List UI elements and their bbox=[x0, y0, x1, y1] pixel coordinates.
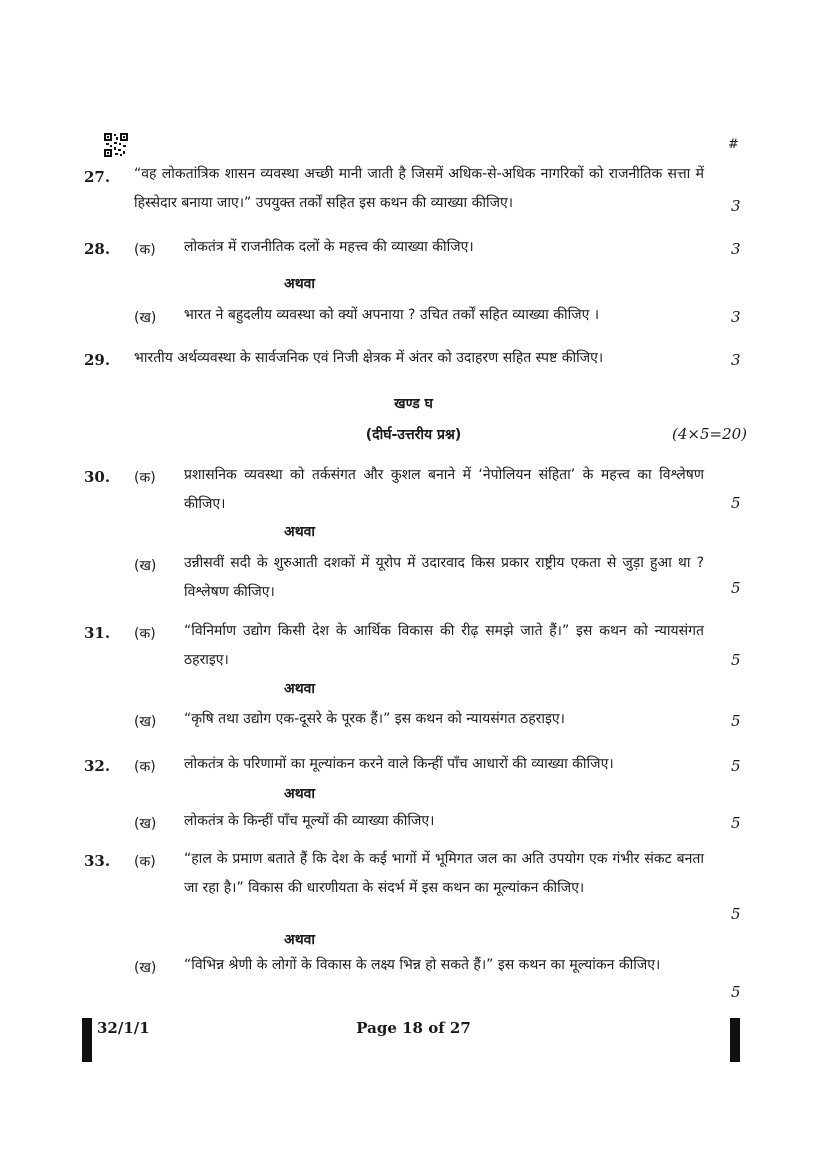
question-number-29: 29. bbox=[84, 351, 111, 369]
q32-option-b-marks: 5 bbox=[731, 814, 741, 832]
q30-or: अथवा bbox=[284, 524, 316, 540]
question-29-text: भारतीय अर्थव्यवस्था के सार्वजनिक एवं निजी क्षेत्रक में अंतर को उदाहरण सहित स्पष्ट कीजिए। bbox=[134, 350, 604, 366]
q28-option-b-text: भारत ने बहुदलीय व्यवस्था को क्यों अपनाया ? उचित तर्कों सहित व्याख्या कीजिए । bbox=[184, 307, 600, 323]
q31-or: अथवा bbox=[284, 681, 316, 697]
q32-option-b-text: लोकतंत्र के किन्हीं पाँच मूल्यों की व्याख्या कीजिए। bbox=[184, 813, 435, 829]
q32-option-a-label: (क) bbox=[134, 759, 156, 775]
qr-code-icon bbox=[104, 133, 128, 157]
q30-option-a-text: प्रशासनिक व्यवस्था को तर्कसंगत और कुशल बनाने में ‘नेपोलियन संहिता’ के महत्त्व का विश्लेषण कीजिए। bbox=[184, 467, 704, 512]
q30-option-b-marks: 5 bbox=[731, 579, 741, 597]
q33-option-b-text: “विभिन्न श्रेणी के लोगों के विकास के लक्ष्य भिन्न हो सकते हैं।” इस कथन का मूल्यांकन कीजिए। bbox=[184, 957, 661, 973]
q33-option-b-label: (ख) bbox=[134, 960, 157, 976]
q33-option-a-text: “हाल के प्रमाण बताते हैं कि देश के कई भागों में भूमिगत जल का अति उपयोग एक गंभीर संकट बनता जा रहा है।” विकास की धारणीयता के संदर्भ में इस कथन का मूल्यांकन कीजिए। bbox=[184, 851, 704, 896]
question-number-30: 30. bbox=[84, 468, 111, 486]
question-number-28: 28. bbox=[84, 240, 111, 258]
q28-option-a-label: (क) bbox=[134, 242, 156, 258]
q32-option-a-marks: 5 bbox=[731, 757, 741, 775]
question-27-marks: 3 bbox=[731, 197, 741, 215]
q32-option-a-text: लोकतंत्र के परिणामों का मूल्यांकन करने वाले किन्हीं पाँच आधारों की व्याख्या कीजिए। bbox=[184, 756, 614, 772]
q28-option-b-label: (ख) bbox=[134, 310, 157, 326]
section-subtitle: (दीर्घ-उत्तरीय प्रश्न) bbox=[365, 427, 462, 443]
q31-option-a-label: (क) bbox=[134, 626, 156, 642]
q30-option-b-text: उन्नीसवीं सदी के शुरुआती दशकों में यूरोप में उदारवाद किस प्रकार राष्ट्रीय एकता से जुड़ा हुआ था ? विश्लेषण कीजिए। bbox=[184, 555, 704, 600]
q28-option-a-marks: 3 bbox=[731, 240, 741, 258]
q31-option-a-text: “विनिर्माण उद्योग किसी देश के आर्थिक विकास की रीढ़ समझे जाते हैं।” इस कथन को न्यायसंगत ठहराइए। bbox=[184, 623, 704, 668]
page-number: Page 18 of 27 bbox=[356, 1019, 471, 1037]
q33-option-a-label: (क) bbox=[134, 854, 156, 870]
q31-option-a-marks: 5 bbox=[731, 651, 741, 669]
header-hash: # bbox=[728, 137, 739, 152]
q30-option-b-label: (ख) bbox=[134, 558, 157, 574]
q30-option-a-marks: 5 bbox=[731, 494, 741, 512]
q30-option-a-label: (क) bbox=[134, 470, 156, 486]
question-27-text: “वह लोकतांत्रिक शासन व्यवस्था अच्छी मानी जाती है जिसमें अधिक-से-अधिक नागरिकों को राजनीतिक सत्ता में हिस्सेदार बनाया जाए।” उपयुक्त तर्कों सहित इस कथन की व्याख्या कीजिए। bbox=[134, 166, 704, 211]
paper-code: 32/1/1 bbox=[97, 1019, 150, 1037]
section-total-marks: (4×5=20) bbox=[672, 425, 748, 443]
q32-option-b-label: (ख) bbox=[134, 816, 157, 832]
question-number-31: 31. bbox=[84, 624, 111, 642]
q28-option-b-marks: 3 bbox=[731, 308, 741, 326]
q31-option-b-label: (ख) bbox=[134, 714, 157, 730]
section-title: खण्ड घ bbox=[394, 396, 433, 412]
q32-or: अथवा bbox=[284, 786, 316, 802]
q28-option-a-text: लोकतंत्र में राजनीतिक दलों के महत्त्व की व्याख्या कीजिए। bbox=[184, 239, 474, 255]
question-number-32: 32. bbox=[84, 757, 111, 775]
q31-option-b-marks: 5 bbox=[731, 712, 741, 730]
question-29-marks: 3 bbox=[731, 351, 741, 369]
q33-option-b-marks: 5 bbox=[731, 983, 741, 1001]
question-number-33: 33. bbox=[84, 852, 111, 870]
q28-or: अथवा bbox=[284, 276, 316, 292]
question-number-27: 27. bbox=[84, 168, 111, 186]
q33-option-a-marks: 5 bbox=[731, 905, 741, 923]
q31-option-b-text: “कृषि तथा उद्योग एक-दूसरे के पूरक हैं।” इस कथन को न्यायसंगत ठहराइए। bbox=[184, 711, 565, 727]
q33-or: अथवा bbox=[284, 932, 316, 948]
